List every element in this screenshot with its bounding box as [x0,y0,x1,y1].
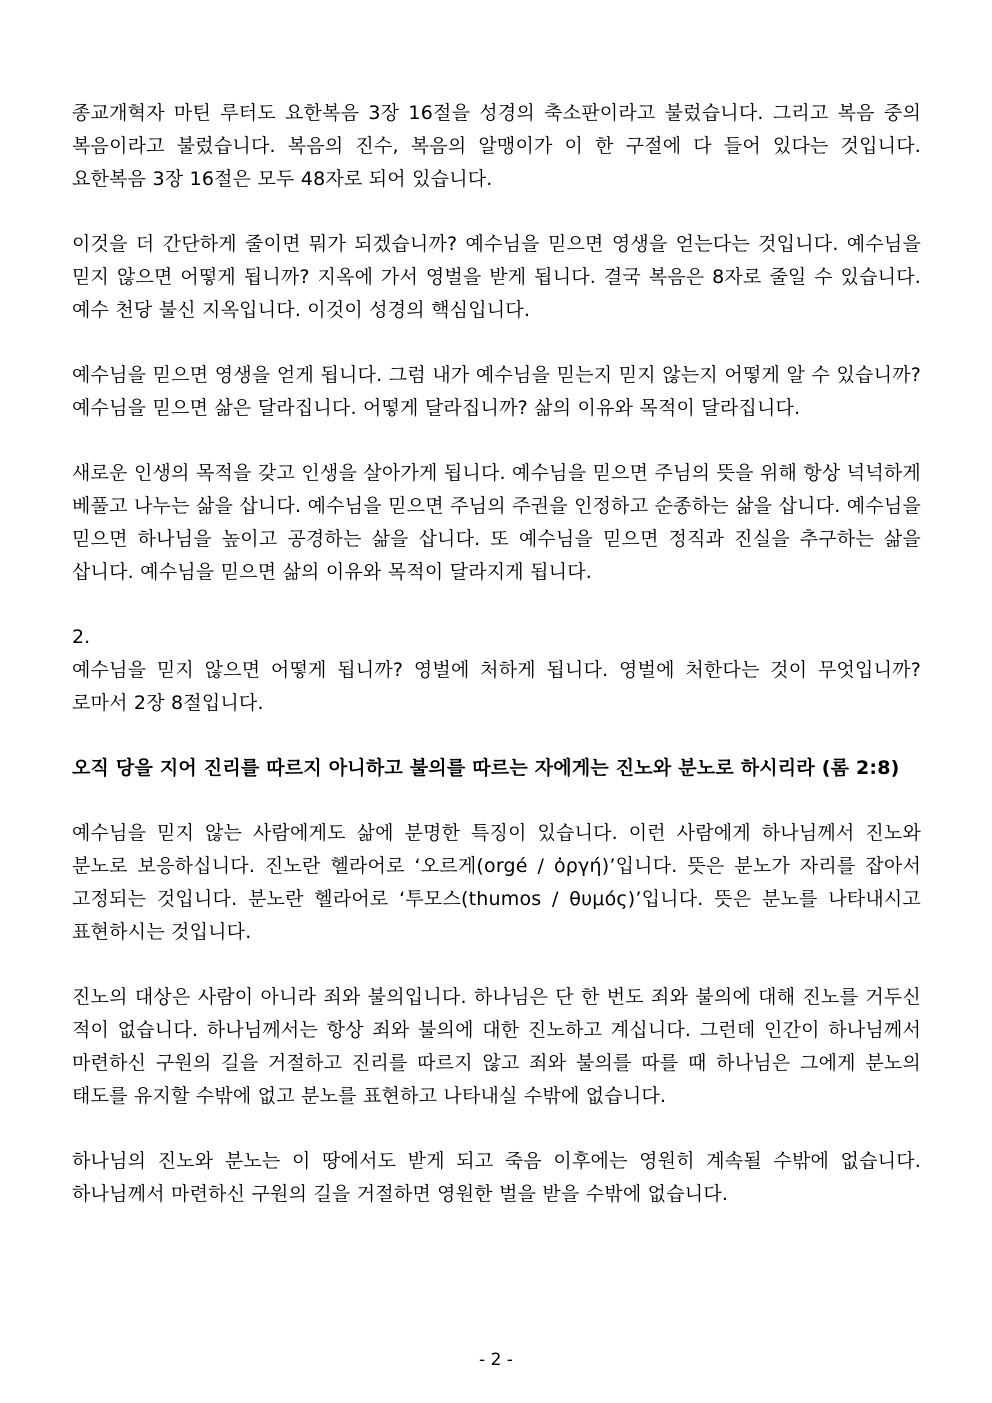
paragraph-spacer [72,720,921,752]
paragraph-spacer [72,327,921,359]
document-body [72,97,921,1211]
paragraph: 이것을 더 간단하게 줄이면 뭐가 되겠습니까? 예수님을 믿으면 영생을 얻는다는 것입니다. 예수님을 믿지 않으면 어떻게 됩니까? 지옥에 가서 영벌을 받게 됩니다. 결국 복음은 8자로 줄일 수 있습니다. 예수 천당 불신 지옥입니다. 이것이 성경의 핵심입니다. [72,233,921,321]
paragraph: 하나님의 진노와 분노는 이 땅에서도 받게 되고 죽음 이후에는 영원히 계속될 수밖에 없습니다. 하나님께서 마련하신 구원의 길을 거절하면 영원한 벌을 받을 수밖에 없습니다. [72,1150,921,1205]
paragraph: 예수님을 믿지 않으면 어떻게 됩니까? 영벌에 처하게 됩니다. 영벌에 처한다는 것이 무엇입니까? 로마서 2장 8절입니다. [72,659,921,714]
paragraph: 종교개혁자 마틴 루터도 요한복음 3장 16절을 성경의 축소판이라고 불렀습니다. 그리고 복음 중의 복음이라고 불렀습니다. 복음의 진수, 복음의 알맹이가 이 한 구절에 다 들어 있다는 것입니다. 요한복음 3장 16절은 모두 48자로 되어 있습니다. [72,102,921,190]
paragraph: 진노의 대상은 사람이 아니라 죄와 불의입니다. 하나님은 단 한 번도 죄와 불의에 대해 진노를 거두신 적이 없습니다. 하나님께서는 항상 죄와 불의에 대한 진노하고 계십니다. 그런데 인간이 하나님께서 마련하신 구원의 길을 거절하고 진리를 따르지 않고 죄와 불의를 따를 때 하나님은 그에게 분노의 태도를 유지할 수밖에 없고 분노를 표현하고 나타내실 수밖에 없습니다. [72,986,921,1107]
paragraph-spacer [72,785,921,817]
paragraph-spacer [72,196,921,228]
paragraph: 예수님을 믿으면 영생을 얻게 됩니다. 그럼 내가 예수님을 믿는지 믿지 않는지 어떻게 알 수 있습니까? 예수님을 믿으면 삶은 달라집니다. 어떻게 달라집니까? 삶의 이유와 목적이 달라집니다. [72,364,921,419]
paragraph-spacer [72,425,921,457]
scripture-quote: 오직 당을 지어 진리를 따르지 아니하고 불의를 따르는 자에게는 진노와 분노로 하시리라 (롬 2:8) [72,757,900,779]
paragraph-spacer [72,589,921,621]
page-number: - 2 - [479,1350,513,1370]
paragraph: 새로운 인생의 목적을 갖고 인생을 살아가게 됩니다. 예수님을 믿으면 주님의 뜻을 위해 항상 넉넉하게 베풀고 나누는 삶을 삽니다. 예수님을 믿으면 주님의 주권을 인정하고 순종하는 삶을 삽니다. 예수님을 믿으면 하나님을 높이고 공경하는 삶을 삽니다. 또 예수님을 믿으면 정직과 진실을 추구하는 삶을 삽니다. 예수님을 믿으면 삶의 이유와 목적이 달라지게 됩니다. [72,462,921,583]
paragraph: 예수님을 믿지 않는 사람에게도 삶에 분명한 특징이 있습니다. 이런 사람에게 하나님께서 진노와 분노로 보응하십니다. 진노란 헬라어로 ‘오르게(orgé / ὀργή)’입니다. 뜻은 분노가 자리를 잡아서 고정되는 것입니다. 분노란 헬라어로 ‘투모스(thumos / θυμός)’입니다. 뜻은 분노를 나타내시고 표현하시는 것입니다. [72,822,921,943]
section-number: 2. [72,626,91,648]
paragraph-spacer [72,949,921,981]
paragraph-spacer [72,1113,921,1145]
